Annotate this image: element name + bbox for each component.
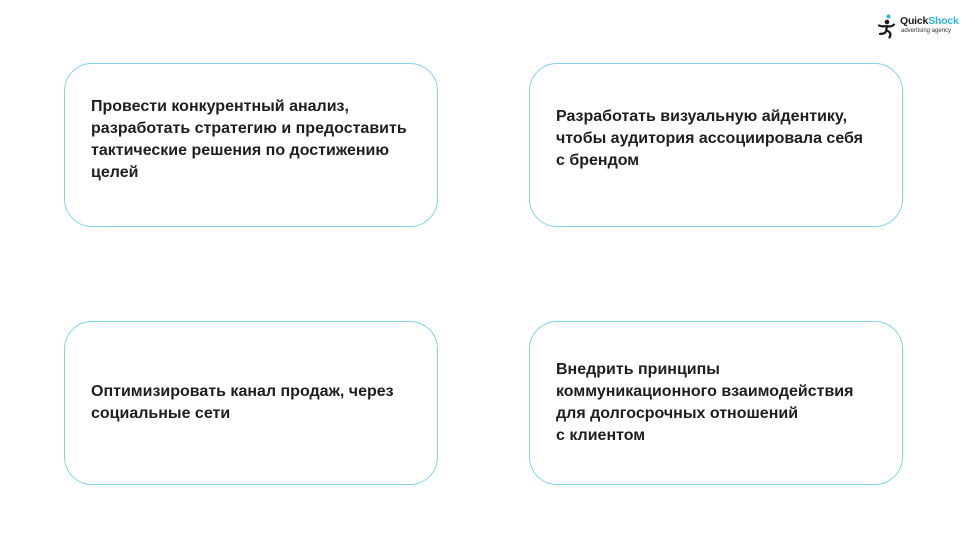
runner-icon <box>876 13 898 39</box>
goal-card-competitive-analysis <box>64 63 438 227</box>
logo-wordmark <box>900 15 959 27</box>
goal-card-text: Разработать визуальную айдентику, чтобы аудитория ассоциировала себя с брендом <box>556 108 864 169</box>
company-logo <box>876 13 968 39</box>
logo-tagline: advertising agency <box>901 28 952 34</box>
logo-name-part2: Shock <box>928 15 959 27</box>
logo-name-part1: Quick <box>900 15 929 27</box>
goal-card-visual-identity <box>529 63 903 227</box>
goal-card-text: Оптимизировать канал продаж, через социальные сети <box>91 383 394 422</box>
goal-card-communication <box>529 321 903 485</box>
goal-card-text: Провести конкурентный анализ, разработать стратегию и предоставить тактические решения по достижению целей <box>91 98 407 181</box>
goal-card-text: Внедрить принципы коммуникационного взаимодействия для долгосрочных отношений с клиентом <box>556 361 854 444</box>
goal-card-sales-channel <box>64 321 438 485</box>
